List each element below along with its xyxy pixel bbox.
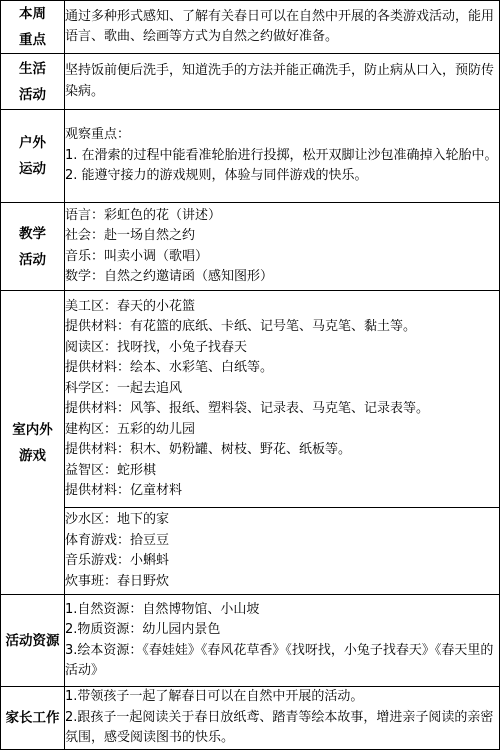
life-text: 坚持饭前便后洗手，知道洗手的方法并能正确洗手，防止病从口入，预防传染病。 [65, 63, 495, 99]
row-content-life [65, 54, 500, 110]
focus-text: 通过多种形式感知、了解有关春日可以在自然中开展的各类游戏活动，能用语言、歌曲、绘画等方式为自然之约做好准备。 [65, 8, 495, 44]
row-label-life: 生活 活动 [1, 54, 65, 110]
resource-line: 2.物质资源：幼儿园内景色 [65, 622, 221, 637]
table-row [1, 291, 500, 508]
parents-line: 1.带领孩子一起了解春日可以在自然中开展的活动。 [65, 689, 364, 704]
outdoor-line: 1. 在滑索的过程中能看准轮胎进行投掷，松开双脚让沙包准确掉入轮胎中。 [65, 147, 498, 163]
indoor-line: 阅读区：找呀找，小兔子找春天 [65, 339, 248, 355]
outdoor-game-line: 炊事班：春日野炊 [65, 573, 170, 589]
parents-line: 2.跟孩子一起阅读关于春日放纸鸢、踏青等绘本故事，增进亲子阅读的亲密氛围，感受阅读图书的快乐。 [65, 709, 494, 745]
row-label-resources: 活动资源 [1, 595, 65, 687]
indoor-line: 益智区：蛇形棋 [65, 462, 157, 478]
table-row [1, 1, 500, 54]
table-row [1, 687, 500, 750]
teaching-line: 音乐：叫卖小调（歌唱） [65, 248, 209, 264]
table-row [1, 508, 500, 595]
outdoor-line: 观察重点： [65, 127, 131, 143]
table-row [1, 110, 500, 203]
table-row [1, 54, 500, 110]
row-label-parents: 家长工作 [1, 687, 65, 750]
indoor-line: 建构区：五彩的幼儿园 [65, 421, 196, 437]
row-content-resources [65, 595, 500, 687]
indoor-line: 提供材料：积木、奶粉罐、树枝、野花、纸板等。 [65, 442, 352, 457]
outdoor-game-line: 音乐游戏：小蝌蚪 [65, 553, 170, 568]
teaching-line: 语言：彩虹色的花（讲述） [65, 207, 222, 223]
table-row [1, 595, 500, 687]
row-label-focus: 本周 重点 [1, 1, 65, 54]
resource-line: 3.绘本资源：《春娃娃》《春风花草香》《找呀找，小兔子找春天》《春天里的活动》 [65, 642, 494, 678]
indoor-line: 提供材料：风筝、报纸、塑料袋、记录表、马克笔、记录表等。 [65, 401, 430, 416]
row-label-games: 室内外 游戏 [1, 291, 65, 595]
outdoor-line: 2. 能遵守接力的游戏规则，体验与同伴游戏的快乐。 [65, 168, 368, 184]
teaching-line: 数学：自然之约邀请函（感知图形） [65, 269, 274, 284]
resource-line: 1.自然资源：自然博物馆、小山坡 [65, 601, 260, 617]
row-content-outdoor [65, 110, 500, 203]
indoor-line: 美工区：春天的小花篮 [65, 298, 196, 314]
row-label-teaching: 教学 活动 [1, 203, 65, 291]
indoor-line: 科学区：一起去追风 [65, 380, 183, 396]
table-row [1, 203, 500, 291]
row-content-teaching [65, 203, 500, 291]
indoor-line: 提供材料：有花篮的底纸、卡纸、记号笔、马克笔、黏土等。 [65, 319, 417, 334]
indoor-line: 提供材料：绘本、水彩笔、白纸等。 [65, 360, 274, 375]
outdoor-game-line: 沙水区：地下的家 [65, 512, 170, 527]
teaching-line: 社会：赴一场自然之约 [65, 228, 196, 243]
outdoor-game-line: 体育游戏：拾豆豆 [65, 532, 170, 548]
row-content-outdoor-games [65, 508, 500, 595]
row-content-parents [65, 687, 500, 750]
row-content-indoor-games [65, 291, 500, 508]
indoor-line: 提供材料：亿童材料 [65, 483, 183, 498]
row-content-focus [65, 1, 500, 54]
row-label-outdoor: 户外 运动 [1, 110, 65, 203]
